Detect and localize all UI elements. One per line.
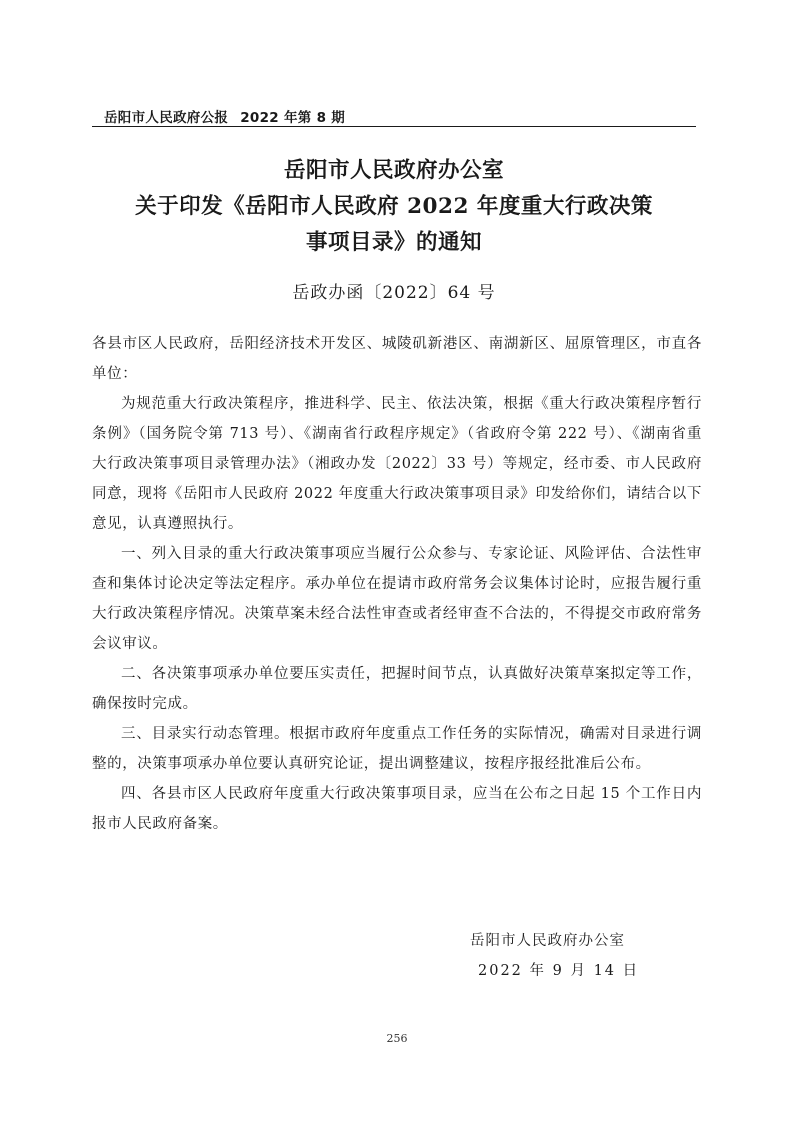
paragraph-intro: 为规范重大行政决策程序，推进科学、民主、依法决策，根据《重大行政决策程序暂行条例》（国务院令第 713 号）、《湖南省行政程序规定》（省政府令第 222 号）、《湖南省重大行政决策事项目录管理办法》（湘政办发〔2022〕33 号）等规定，经市委、市人民政府同意，现将《岳阳市人民政府 2022 年度重大行政决策事项目录》印发给你们，请结合以下意见，认真遵照执行。: [92, 396, 702, 532]
paragraph-item-1: 一、列入目录的重大行政决策事项应当履行公众参与、专家论证、风险评估、合法性审查和集体讨论决定等法定程序。承办单位在提请市政府常务会议集体讨论时，应报告履行重大行政决策程序情况。决策草案未经合法性审查或者经审查不合法的，不得提交市政府常务会议审议。: [92, 546, 702, 652]
page-header: [104, 106, 345, 126]
signature-block: [470, 926, 639, 986]
title-line-3: 事项目录》的通知: [305, 230, 482, 255]
document-body: [92, 329, 702, 839]
header-divider: [92, 126, 696, 127]
page-number: 256: [386, 1032, 408, 1045]
salutation: 各县市区人民政府，岳阳经济技术开发区、城陵矶新港区、南湖新区、屈原管理区，市直各单位：: [92, 336, 702, 382]
paragraph-item-4: 四、各县市区人民政府年度重大行政决策事项目录，应当在公布之日起 15 个工作日内报市人民政府备案。: [92, 786, 702, 832]
paragraph-item-2: 二、各决策事项承办单位要压实责任，把握时间节点，认真做好决策草案拟定等工作，确保按时完成。: [92, 666, 702, 712]
document-title: [92, 153, 696, 261]
title-line-1: 岳阳市人民政府办公室: [283, 158, 504, 183]
title-line-2: 关于印发《岳阳市人民政府 2022 年度重大行政决策: [135, 194, 653, 219]
issue-number: 2022 年第 8 期: [240, 110, 346, 126]
issue-date: 2022 年 9 月 14 日: [478, 963, 640, 979]
document-number: 岳政办函〔2022〕64 号: [292, 283, 496, 303]
issuer-name: 岳阳市人民政府办公室: [470, 933, 625, 949]
publication-name: 岳阳市人民政府公报: [104, 110, 229, 126]
paragraph-item-3: 三、目录实行动态管理。根据市政府年度重点工作任务的实际情况，确需对目录进行调整的，决策事项承办单位要认真研究论证，提出调整建议，按程序报经批准后公布。: [92, 726, 702, 772]
